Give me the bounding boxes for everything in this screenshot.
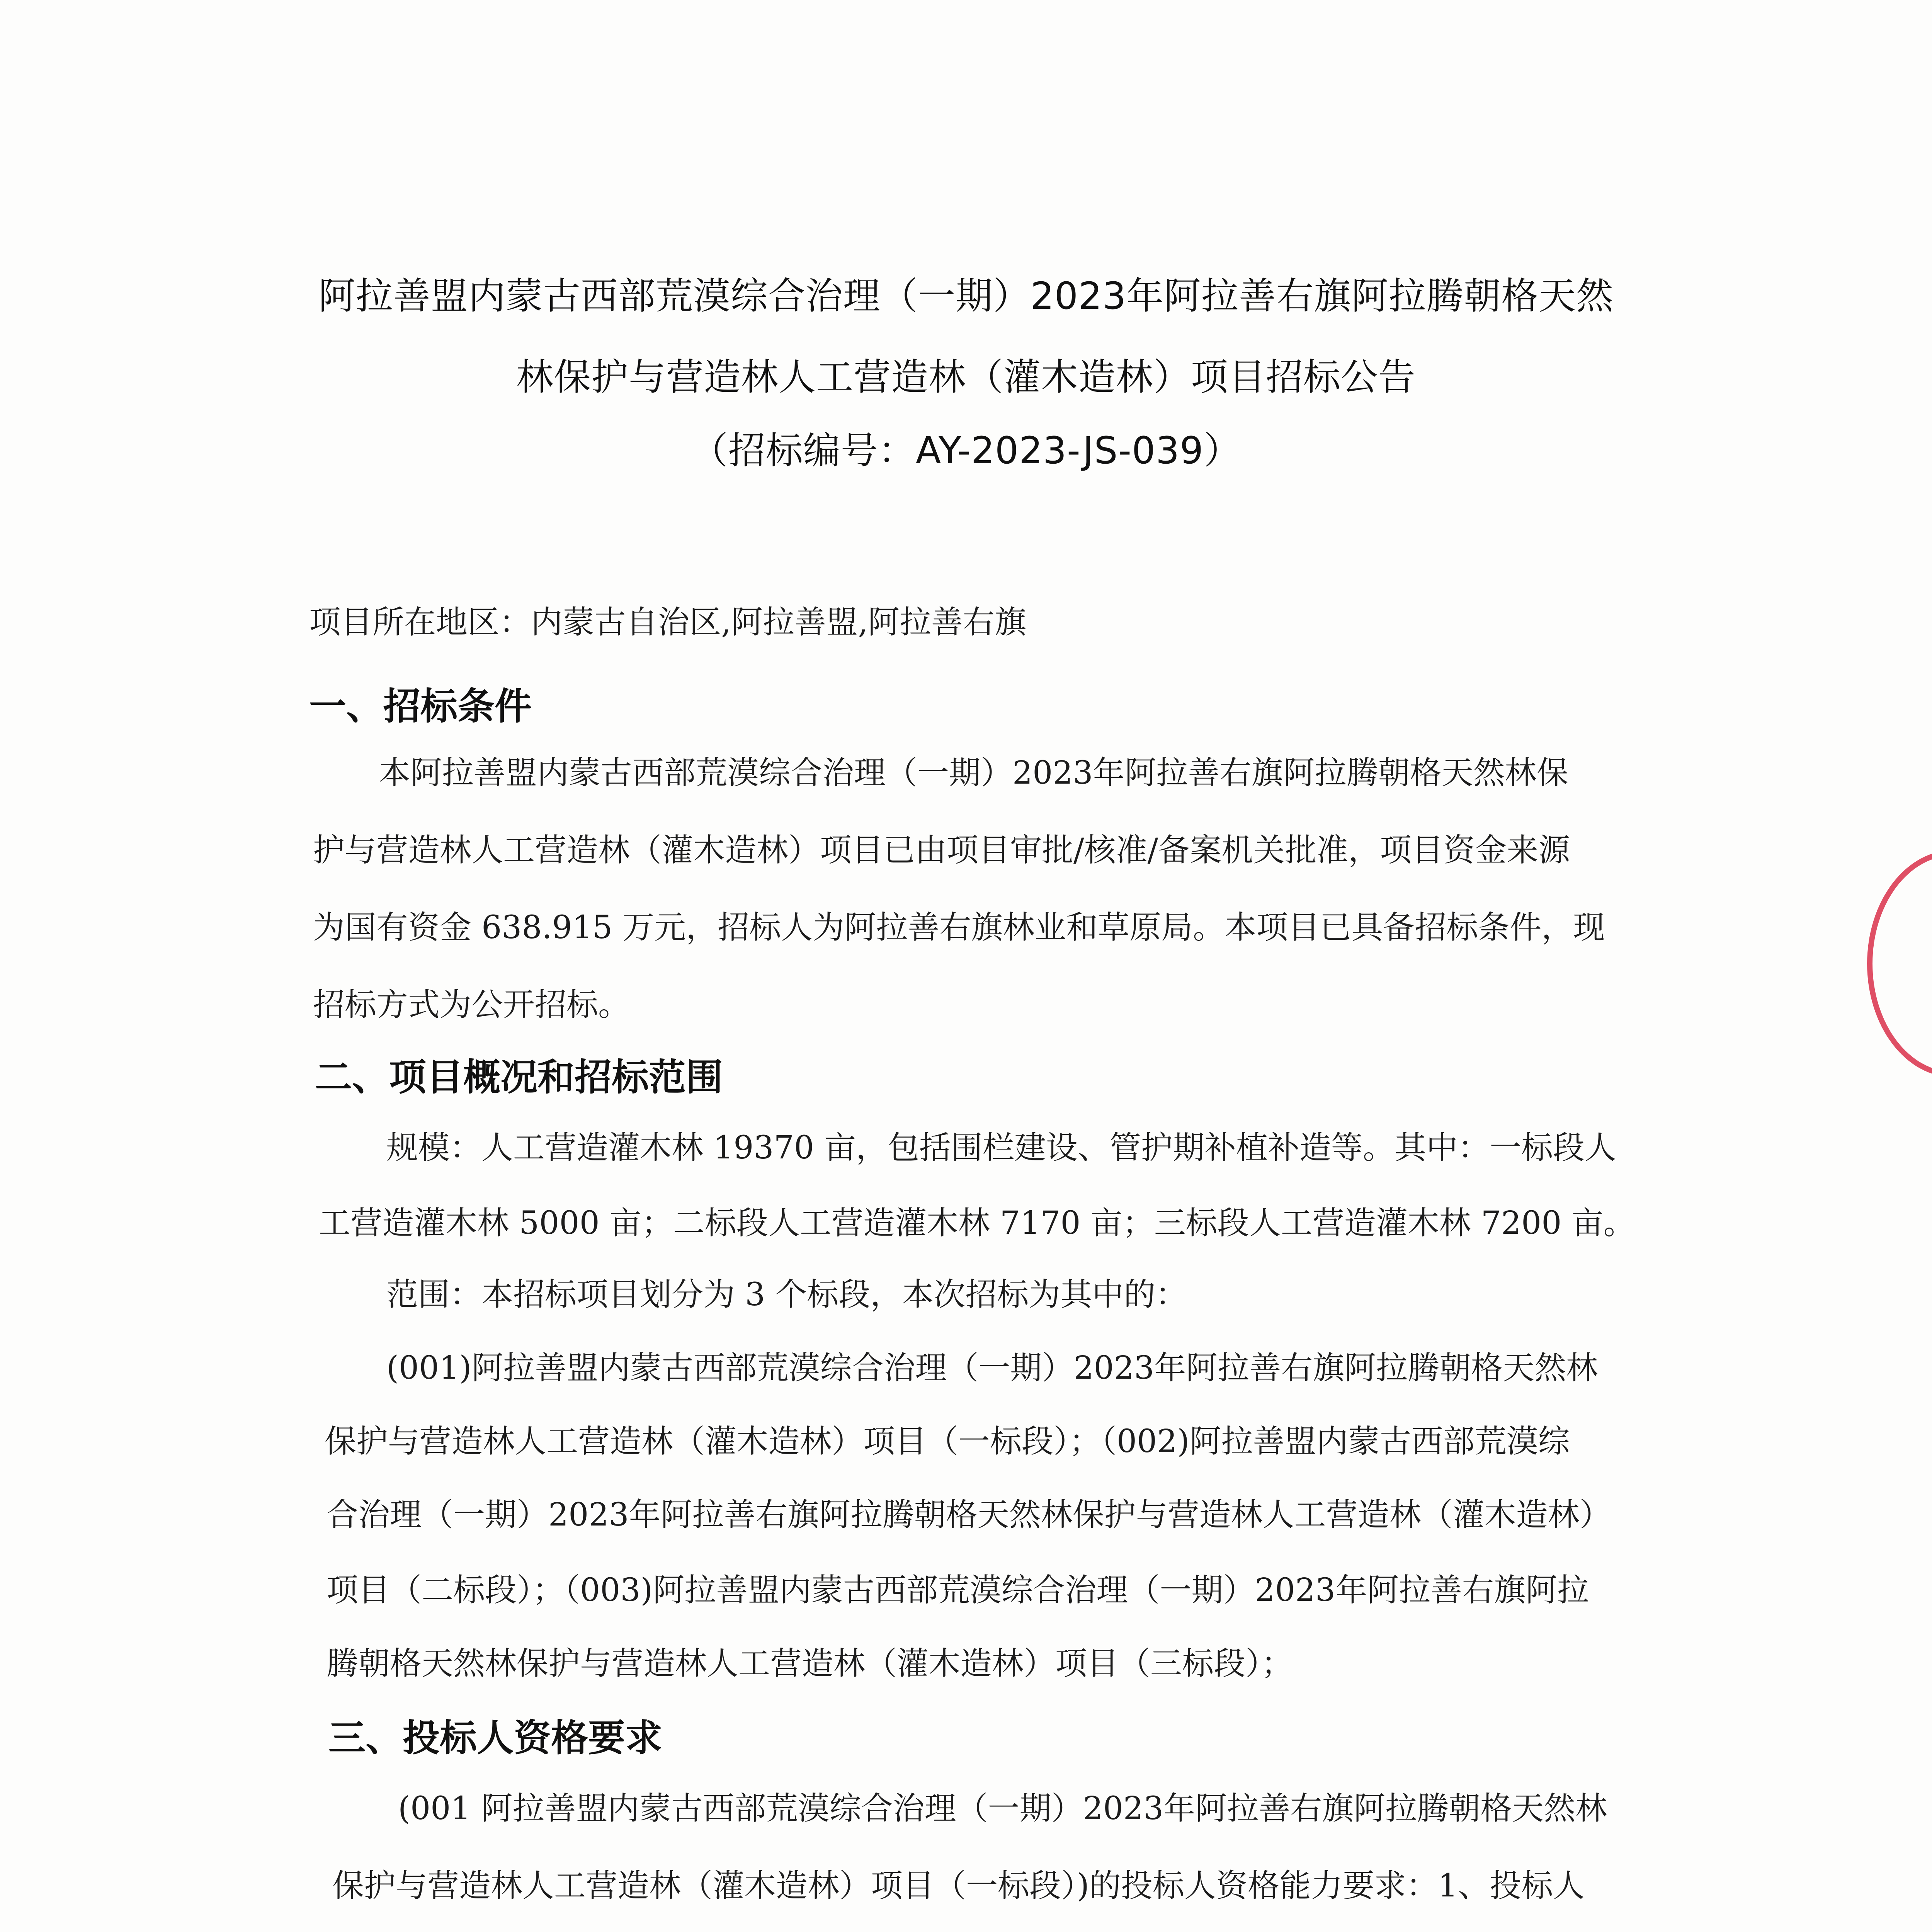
section-2-line: 规模：人工营造灌木林 19370 亩，包括围栏建设、管护期补植补造等。其中：一标段人 <box>386 1129 1616 1166</box>
title-line-3: （招标编号：AY-2023-JS-039） <box>690 429 1242 472</box>
project-location: 项目所在地区：内蒙古自治区,阿拉善盟,阿拉善右旗 <box>309 604 1027 641</box>
title-line-1: 阿拉善盟内蒙古西部荒漠综合治理（一期）2023年阿拉善右旗阿拉腾朝格天然 <box>318 274 1614 318</box>
title-line-2: 林保护与营造林人工营造林（灌木造林）项目招标公告 <box>516 355 1416 399</box>
section-2-line: 工营造灌木林 5000 亩；二标段人工营造灌木林 7170 亩；三标段人工营造灌木林 7200 亩。 <box>319 1205 1635 1242</box>
section-3-line: 保护与营造林人工营造林（灌木造林）项目（一标段）)的投标人资格能力要求：1、投标人 <box>332 1867 1585 1904</box>
section-1-line: 为国有资金 638.915 万元，招标人为阿拉善右旗林业和草原局。本项目已具备招标条件，现 <box>313 909 1605 946</box>
section-1-line: 护与营造林人工营造林（灌木造林）项目已由项目审批/核准/备案机关批准，项目资金来源 <box>313 832 1570 869</box>
section-2-line: 腾朝格天然林保护与营造林人工营造林（灌木造林）项目（三标段）； <box>327 1645 1293 1682</box>
section-2-line: (001)阿拉善盟内蒙古西部荒漠综合治理（一期）2023年阿拉善右旗阿拉腾朝格天然林 <box>386 1350 1598 1386</box>
section-1-line: 本阿拉善盟内蒙古西部荒漠综合治理（一期）2023年阿拉善右旗阿拉腾朝格天然林保 <box>379 755 1568 791</box>
red-seal-stamp <box>1867 850 1932 1077</box>
section-3-heading: 三、投标人资格要求 <box>328 1716 662 1760</box>
section-2-line: 项目（二标段）；（003)阿拉善盟内蒙古西部荒漠综合治理（一期）2023年阿拉善右旗阿拉 <box>327 1572 1589 1609</box>
section-2-heading: 二、项目概况和招标范围 <box>315 1056 723 1099</box>
section-2-line: 范围：本招标项目划分为 3 个标段，本次招标为其中的： <box>386 1276 1187 1313</box>
section-1-line: 招标方式为公开招标。 <box>313 986 630 1023</box>
section-2-line: 保护与营造林人工营造林（灌木造林）项目（一标段）；（002)阿拉善盟内蒙古西部荒漠综 <box>325 1423 1570 1460</box>
section-2-line: 合治理（一期）2023年阿拉善右旗阿拉腾朝格天然林保护与营造林人工营造林（灌木造林） <box>327 1497 1611 1533</box>
section-1-heading: 一、招标条件 <box>309 685 532 728</box>
section-3-line: (001 阿拉善盟内蒙古西部荒漠综合治理（一期）2023年阿拉善右旗阿拉腾朝格天然林 <box>398 1790 1607 1827</box>
